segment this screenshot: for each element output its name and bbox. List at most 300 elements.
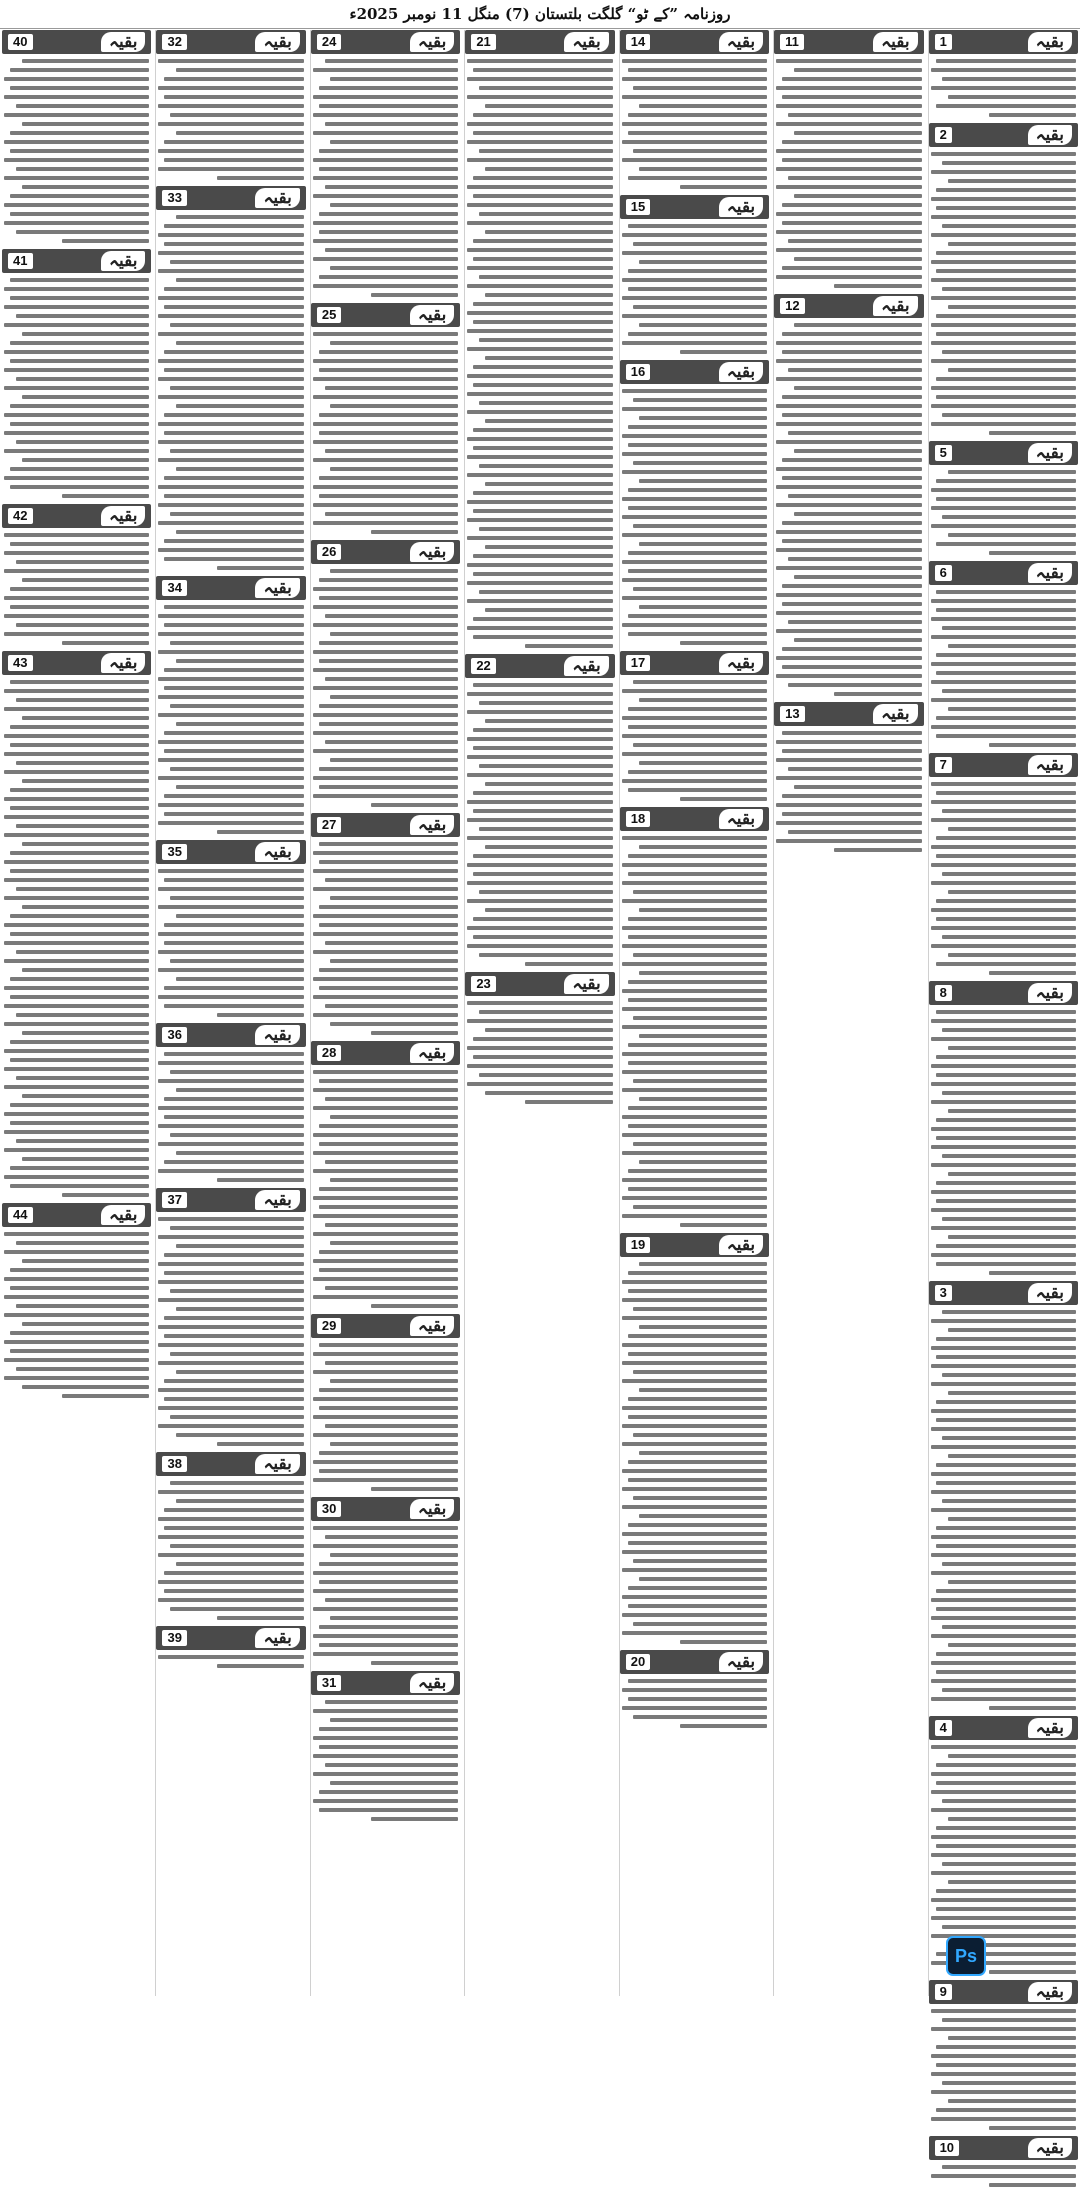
text-line bbox=[325, 614, 459, 618]
text-line bbox=[936, 1400, 1076, 1404]
text-line bbox=[794, 386, 922, 390]
text-line bbox=[948, 242, 1076, 246]
text-line bbox=[931, 1571, 1076, 1575]
text-line bbox=[4, 431, 149, 435]
text-line bbox=[628, 935, 768, 939]
badge-number: 23 bbox=[471, 976, 495, 992]
text-line bbox=[10, 542, 150, 546]
text-line bbox=[325, 1424, 459, 1428]
text-line bbox=[158, 296, 303, 300]
text-line bbox=[176, 467, 304, 471]
text-line bbox=[164, 1589, 304, 1593]
text-line bbox=[782, 332, 922, 336]
text-line bbox=[931, 1364, 1076, 1368]
story-continuation-32 bbox=[156, 30, 305, 183]
text-line bbox=[22, 332, 150, 336]
badge-number: 41 bbox=[8, 253, 32, 269]
text-line bbox=[479, 338, 613, 342]
text-line bbox=[473, 1037, 613, 1041]
story-text bbox=[156, 602, 305, 837]
text-line bbox=[4, 221, 149, 225]
text-line bbox=[628, 488, 768, 492]
text-line bbox=[22, 59, 150, 63]
text-line bbox=[948, 95, 1076, 99]
text-line bbox=[931, 2072, 1076, 2076]
text-line bbox=[158, 632, 303, 636]
text-line bbox=[633, 242, 767, 246]
text-line bbox=[622, 122, 767, 126]
text-line bbox=[313, 176, 458, 180]
text-line bbox=[622, 944, 767, 948]
text-line bbox=[164, 494, 304, 498]
text-line bbox=[10, 86, 150, 90]
text-line bbox=[319, 1250, 459, 1254]
text-line bbox=[313, 977, 458, 981]
text-line bbox=[467, 863, 612, 867]
story-text bbox=[929, 149, 1078, 438]
text-line bbox=[622, 314, 767, 318]
text-line bbox=[622, 989, 767, 993]
text-line bbox=[948, 368, 1076, 372]
text-line bbox=[467, 347, 612, 351]
text-line bbox=[16, 1076, 150, 1080]
text-line bbox=[4, 1277, 149, 1281]
text-line bbox=[948, 1817, 1076, 1821]
text-line bbox=[313, 1133, 458, 1137]
text-line bbox=[325, 449, 459, 453]
text-line bbox=[10, 149, 150, 153]
story-text bbox=[929, 56, 1078, 120]
text-line bbox=[622, 1280, 767, 1284]
text-line bbox=[931, 524, 1076, 528]
badge-word: بقیہ bbox=[410, 1673, 454, 1693]
text-line bbox=[931, 1253, 1076, 1257]
text-line bbox=[942, 77, 1076, 81]
text-line bbox=[467, 755, 612, 759]
text-line bbox=[467, 284, 612, 288]
badge-number: 20 bbox=[626, 1654, 650, 1670]
photoshop-icon[interactable]: Ps bbox=[946, 1936, 986, 1976]
text-line bbox=[931, 944, 1076, 948]
text-line bbox=[158, 905, 303, 909]
text-line bbox=[473, 176, 613, 180]
text-line bbox=[948, 1109, 1076, 1113]
text-line bbox=[622, 296, 767, 300]
text-line bbox=[473, 917, 613, 921]
story-continuation-19 bbox=[620, 1233, 769, 1647]
text-line bbox=[164, 923, 304, 927]
text-line bbox=[622, 59, 767, 63]
text-line bbox=[622, 1151, 767, 1155]
text-line bbox=[319, 785, 459, 789]
text-line bbox=[633, 305, 767, 309]
text-line bbox=[931, 170, 1076, 174]
badge-word: بقیہ bbox=[255, 188, 299, 208]
text-line bbox=[680, 797, 767, 801]
text-line bbox=[782, 476, 922, 480]
text-line bbox=[628, 1586, 768, 1590]
text-line bbox=[622, 779, 767, 783]
text-line bbox=[313, 1736, 458, 1740]
text-line bbox=[931, 1790, 1076, 1794]
text-line bbox=[931, 1871, 1076, 1875]
text-line bbox=[473, 572, 613, 576]
text-line bbox=[313, 221, 458, 225]
badge-number: 42 bbox=[8, 508, 32, 524]
text-line bbox=[16, 1013, 150, 1017]
text-line bbox=[16, 887, 150, 891]
text-line bbox=[942, 413, 1076, 417]
story-continuation-40 bbox=[2, 30, 151, 246]
text-line bbox=[158, 776, 303, 780]
badge-word: بقیہ bbox=[1028, 983, 1072, 1003]
text-line bbox=[931, 1616, 1076, 1620]
text-line bbox=[788, 683, 922, 687]
text-line bbox=[776, 359, 921, 363]
text-line bbox=[164, 605, 304, 609]
story-continuation-35 bbox=[156, 840, 305, 1020]
text-line bbox=[622, 1070, 767, 1074]
text-line bbox=[4, 614, 149, 618]
text-line bbox=[313, 503, 458, 507]
text-line bbox=[794, 68, 922, 72]
text-line bbox=[834, 848, 921, 852]
continuation-badge bbox=[311, 1671, 460, 1695]
text-line bbox=[62, 494, 149, 498]
text-line bbox=[776, 149, 921, 153]
text-line bbox=[628, 1061, 768, 1065]
text-line bbox=[319, 1343, 459, 1347]
text-line bbox=[325, 1700, 459, 1704]
continuation-badge bbox=[311, 1041, 460, 1065]
text-line bbox=[680, 185, 767, 189]
text-line bbox=[158, 1079, 303, 1083]
badge-word: بقیہ bbox=[1028, 1283, 1072, 1303]
text-line bbox=[782, 140, 922, 144]
text-line bbox=[467, 329, 612, 333]
text-line bbox=[319, 1268, 459, 1272]
text-line bbox=[158, 1217, 303, 1221]
badge-word: بقیہ bbox=[410, 1499, 454, 1519]
story-text bbox=[156, 1049, 305, 1185]
text-line bbox=[622, 1088, 767, 1092]
text-line bbox=[467, 737, 612, 741]
text-line bbox=[782, 812, 922, 816]
continuation-badge bbox=[156, 1452, 305, 1476]
text-line bbox=[313, 623, 458, 627]
text-line bbox=[639, 1160, 767, 1164]
text-line bbox=[22, 578, 150, 582]
text-line bbox=[313, 1544, 458, 1548]
text-line bbox=[936, 2063, 1076, 2067]
text-line bbox=[467, 122, 612, 126]
continuation-badge bbox=[2, 1203, 151, 1227]
text-line bbox=[164, 1526, 304, 1530]
text-line bbox=[4, 449, 149, 453]
text-line bbox=[622, 836, 767, 840]
text-line bbox=[4, 1085, 149, 1089]
text-line bbox=[4, 833, 149, 837]
text-line bbox=[176, 1307, 304, 1311]
text-line bbox=[936, 671, 1076, 675]
story-text bbox=[2, 530, 151, 648]
text-line bbox=[10, 851, 150, 855]
text-line bbox=[948, 1754, 1076, 1758]
text-line bbox=[931, 152, 1076, 156]
text-line bbox=[22, 458, 150, 462]
text-line bbox=[639, 1514, 767, 1518]
text-line bbox=[313, 1460, 458, 1464]
story-text bbox=[620, 1259, 769, 1647]
text-line bbox=[158, 1535, 303, 1539]
text-line bbox=[62, 641, 149, 645]
text-line bbox=[164, 224, 304, 228]
text-line bbox=[633, 1142, 767, 1146]
text-line bbox=[633, 743, 767, 747]
text-line bbox=[936, 734, 1076, 738]
text-line bbox=[931, 1745, 1076, 1749]
text-line bbox=[628, 506, 768, 510]
text-line bbox=[989, 431, 1076, 435]
text-line bbox=[330, 695, 458, 699]
text-line bbox=[794, 638, 922, 642]
text-line bbox=[936, 1199, 1076, 1203]
text-line bbox=[217, 1013, 304, 1017]
text-line bbox=[4, 596, 149, 600]
text-line bbox=[622, 1298, 767, 1302]
text-line bbox=[164, 305, 304, 309]
text-line bbox=[931, 662, 1076, 666]
badge-number: 31 bbox=[317, 1675, 341, 1691]
text-line bbox=[164, 77, 304, 81]
text-line bbox=[788, 767, 922, 771]
story-text bbox=[311, 329, 460, 537]
badge-word: بقیہ bbox=[101, 251, 145, 271]
text-line bbox=[936, 1337, 1076, 1341]
text-line bbox=[931, 323, 1076, 327]
continuation-badge bbox=[620, 30, 769, 54]
badge-word: بقیہ bbox=[101, 653, 145, 673]
text-line bbox=[622, 881, 767, 885]
text-line bbox=[639, 323, 767, 327]
text-line bbox=[931, 1082, 1076, 1086]
text-line bbox=[931, 2009, 1076, 2013]
text-line bbox=[931, 725, 1076, 729]
text-line bbox=[782, 731, 922, 735]
continuation-badge bbox=[311, 1314, 460, 1338]
text-line bbox=[931, 2174, 1076, 2178]
text-line bbox=[467, 185, 612, 189]
story-continuation-18 bbox=[620, 807, 769, 1230]
badge-word: بقیہ bbox=[1028, 563, 1072, 583]
text-line bbox=[942, 515, 1076, 519]
text-line bbox=[931, 404, 1076, 408]
text-line bbox=[639, 1451, 767, 1455]
continuation-badge bbox=[774, 294, 923, 318]
text-line bbox=[176, 530, 304, 534]
text-line bbox=[313, 851, 458, 855]
continuation-badge bbox=[2, 249, 151, 273]
continuation-badge bbox=[465, 972, 614, 996]
story-text bbox=[156, 1478, 305, 1623]
text-line bbox=[989, 743, 1076, 747]
text-line bbox=[948, 644, 1076, 648]
story-continuation-12 bbox=[774, 294, 923, 699]
text-line bbox=[164, 95, 304, 99]
text-line bbox=[622, 899, 767, 903]
text-line bbox=[936, 1481, 1076, 1485]
text-line bbox=[325, 1535, 459, 1539]
text-line bbox=[485, 1028, 613, 1032]
text-line bbox=[931, 863, 1076, 867]
text-line bbox=[936, 1355, 1076, 1359]
text-line bbox=[313, 794, 458, 798]
badge-number: 39 bbox=[162, 1630, 186, 1646]
text-line bbox=[931, 359, 1076, 363]
text-line bbox=[628, 998, 768, 1002]
text-line bbox=[989, 551, 1076, 555]
text-line bbox=[330, 77, 458, 81]
text-line bbox=[158, 1124, 303, 1128]
text-line bbox=[313, 284, 458, 288]
text-line bbox=[158, 650, 303, 654]
text-line bbox=[485, 782, 613, 786]
text-line bbox=[485, 167, 613, 171]
badge-word: بقیہ bbox=[410, 305, 454, 325]
text-line bbox=[473, 809, 613, 813]
badge-word: بقیہ bbox=[873, 296, 917, 316]
text-line bbox=[158, 269, 303, 273]
text-line bbox=[313, 377, 458, 381]
badge-number: 35 bbox=[162, 844, 186, 860]
text-line bbox=[788, 830, 922, 834]
text-line bbox=[158, 932, 303, 936]
text-line bbox=[158, 149, 303, 153]
text-line bbox=[473, 746, 613, 750]
text-line bbox=[936, 269, 1076, 273]
text-line bbox=[10, 1268, 150, 1272]
text-line bbox=[4, 1250, 149, 1254]
text-line bbox=[16, 230, 150, 234]
text-line bbox=[319, 1745, 459, 1749]
text-line bbox=[936, 542, 1076, 546]
story-continuation-27 bbox=[311, 813, 460, 1038]
text-line bbox=[319, 704, 459, 708]
badge-word: بقیہ bbox=[719, 809, 763, 829]
story-text bbox=[774, 728, 923, 855]
text-line bbox=[628, 1106, 768, 1110]
text-line bbox=[942, 1862, 1076, 1866]
text-line bbox=[313, 239, 458, 243]
text-line bbox=[467, 899, 612, 903]
text-line bbox=[942, 1625, 1076, 1629]
text-line bbox=[776, 248, 921, 252]
text-line bbox=[931, 1808, 1076, 1812]
text-line bbox=[931, 599, 1076, 603]
text-line bbox=[467, 158, 612, 162]
text-line bbox=[164, 1397, 304, 1401]
text-line bbox=[313, 869, 458, 873]
badge-word: بقیہ bbox=[255, 32, 299, 52]
text-line bbox=[622, 158, 767, 162]
badge-word: بقیہ bbox=[255, 842, 299, 862]
text-line bbox=[313, 1709, 458, 1713]
text-line bbox=[788, 557, 922, 561]
badge-number: 8 bbox=[935, 985, 952, 1001]
text-line bbox=[170, 1352, 304, 1356]
text-line bbox=[639, 761, 767, 765]
story-text bbox=[311, 1067, 460, 1311]
text-line bbox=[680, 641, 767, 645]
text-line bbox=[4, 1049, 149, 1053]
text-line bbox=[4, 815, 149, 819]
text-line bbox=[639, 1262, 767, 1266]
text-line bbox=[485, 608, 613, 612]
continuation-badge bbox=[156, 840, 305, 864]
text-line bbox=[622, 434, 767, 438]
text-line bbox=[794, 785, 922, 789]
text-line bbox=[313, 1259, 458, 1263]
badge-number: 16 bbox=[626, 364, 650, 380]
text-line bbox=[313, 1607, 458, 1611]
text-line bbox=[776, 404, 921, 408]
text-line bbox=[931, 680, 1076, 684]
text-line bbox=[931, 341, 1076, 345]
text-line bbox=[628, 1415, 768, 1419]
text-line bbox=[479, 953, 613, 957]
text-line bbox=[4, 1175, 149, 1179]
text-line bbox=[10, 1103, 150, 1107]
text-line bbox=[622, 1115, 767, 1119]
text-line bbox=[622, 1688, 767, 1692]
badge-number: 24 bbox=[317, 34, 341, 50]
story-text bbox=[156, 1214, 305, 1449]
text-line bbox=[158, 1490, 303, 1494]
text-line bbox=[170, 704, 304, 708]
text-line bbox=[4, 1232, 149, 1236]
text-line bbox=[4, 896, 149, 900]
story-text bbox=[929, 1007, 1078, 1278]
badge-word: بقیہ bbox=[255, 578, 299, 598]
text-line bbox=[622, 1343, 767, 1347]
badge-word: بقیہ bbox=[564, 974, 608, 994]
story-text bbox=[620, 386, 769, 648]
text-line bbox=[4, 1148, 149, 1152]
text-line bbox=[313, 194, 458, 198]
text-line bbox=[176, 68, 304, 72]
text-line bbox=[22, 842, 150, 846]
text-line bbox=[158, 314, 303, 318]
text-line bbox=[176, 341, 304, 345]
text-line bbox=[330, 896, 458, 900]
text-line bbox=[325, 185, 459, 189]
text-line bbox=[931, 908, 1076, 912]
text-line bbox=[313, 1433, 458, 1437]
text-line bbox=[164, 878, 304, 882]
text-line bbox=[948, 470, 1076, 474]
badge-number: 1 bbox=[935, 34, 952, 50]
text-line bbox=[467, 599, 612, 603]
text-line bbox=[4, 203, 149, 207]
text-line bbox=[313, 914, 458, 918]
text-line bbox=[628, 287, 768, 291]
text-line bbox=[633, 1079, 767, 1083]
text-line bbox=[776, 212, 921, 216]
text-line bbox=[931, 1319, 1076, 1323]
text-line bbox=[164, 350, 304, 354]
text-line bbox=[794, 449, 922, 453]
text-line bbox=[628, 788, 768, 792]
